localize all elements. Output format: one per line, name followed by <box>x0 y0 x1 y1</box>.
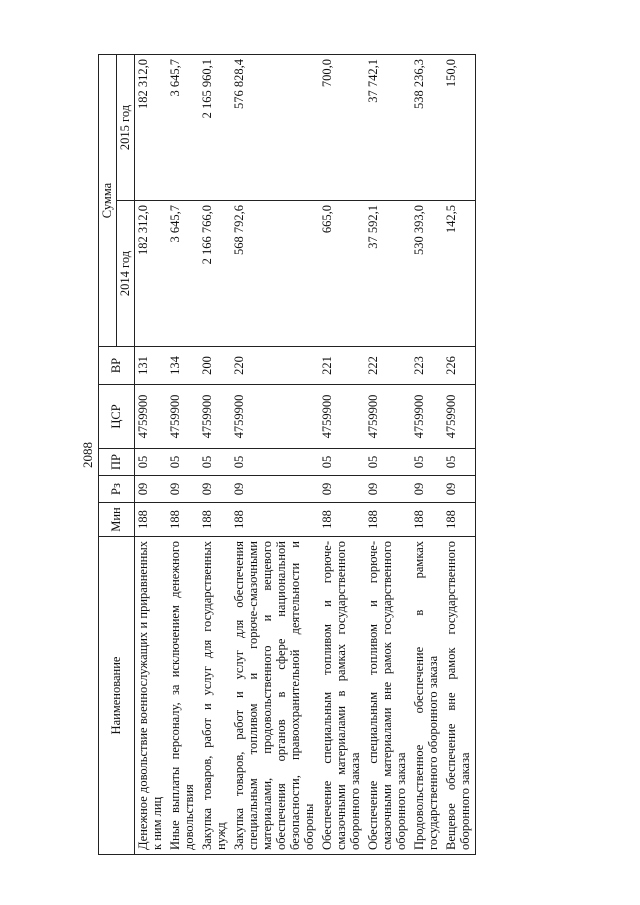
row-csr: 4759900 <box>319 385 365 449</box>
row-rz: 09 <box>199 476 231 503</box>
row-min: 188 <box>443 503 476 537</box>
row-min: 188 <box>231 503 319 537</box>
row-name: Закупка товаров, работ и услуг для обеспечения специальным топливом и горюче-смазочными материалами, продовольственного и вещевого обеспечения органов в сфере национальной безопасности, правоохранительной деятельности и обороны <box>231 537 319 855</box>
row-rz: 09 <box>319 476 365 503</box>
row-csr: 4759900 <box>135 385 168 449</box>
table-row <box>199 55 231 855</box>
row-rz: 09 <box>365 476 411 503</box>
row-csr: 4759900 <box>199 385 231 449</box>
row-vr: 222 <box>365 347 411 385</box>
row-name: Иные выплаты персоналу, за исключением денежного довольствия <box>167 537 199 855</box>
row-vr: 134 <box>167 347 199 385</box>
rotated-page <box>80 55 565 855</box>
header-vr: ВР <box>99 347 135 385</box>
row-sum-2015: 700,0 <box>319 55 365 201</box>
row-csr: 4759900 <box>231 385 319 449</box>
row-rz: 09 <box>135 476 168 503</box>
row-sum-2014: 530 393,0 <box>411 201 443 347</box>
row-min: 188 <box>199 503 231 537</box>
row-sum-2015: 182 312,0 <box>135 55 168 201</box>
header-pr: ПР <box>99 449 135 476</box>
row-pr: 05 <box>199 449 231 476</box>
row-vr: 131 <box>135 347 168 385</box>
row-sum-2014: 568 792,6 <box>231 201 319 347</box>
row-name: Обеспечение специальным топливом и горюче-смазочными материалами в рамках государственного оборонного заказа <box>319 537 365 855</box>
row-vr: 220 <box>231 347 319 385</box>
table-row <box>231 55 319 855</box>
row-rz: 09 <box>231 476 319 503</box>
budget-table <box>98 54 476 855</box>
row-sum-2014: 182 312,0 <box>135 201 168 347</box>
row-csr: 4759900 <box>411 385 443 449</box>
row-csr: 4759900 <box>167 385 199 449</box>
row-sum-2015: 538 236,3 <box>411 55 443 201</box>
row-sum-2014: 37 592,1 <box>365 201 411 347</box>
row-sum-2014: 665,0 <box>319 201 365 347</box>
row-sum-2015: 2 165 960,1 <box>199 55 231 201</box>
row-rz: 09 <box>411 476 443 503</box>
row-name: Закупка товаров, работ и услуг для государственных нужд <box>199 537 231 855</box>
table-row <box>319 55 365 855</box>
table-row <box>443 55 476 855</box>
header-rz: Рз <box>99 476 135 503</box>
row-pr: 05 <box>135 449 168 476</box>
row-vr: 226 <box>443 347 476 385</box>
row-sum-2014: 142,5 <box>443 201 476 347</box>
table-row <box>135 55 168 855</box>
row-pr: 05 <box>231 449 319 476</box>
header-sum: Сумма <box>99 55 117 347</box>
table-row <box>365 55 411 855</box>
header-row <box>99 55 117 855</box>
page-number: 2088 <box>80 442 95 468</box>
header-year-2015: 2015 год <box>117 55 135 201</box>
row-sum-2014: 2 166 766,0 <box>199 201 231 347</box>
row-min: 188 <box>365 503 411 537</box>
row-sum-2014: 3 645,7 <box>167 201 199 347</box>
row-pr: 05 <box>319 449 365 476</box>
row-vr: 221 <box>319 347 365 385</box>
row-sum-2015: 3 645,7 <box>167 55 199 201</box>
row-min: 188 <box>135 503 168 537</box>
row-pr: 05 <box>167 449 199 476</box>
row-min: 188 <box>167 503 199 537</box>
row-sum-2015: 150,0 <box>443 55 476 201</box>
row-rz: 09 <box>443 476 476 503</box>
row-rz: 09 <box>167 476 199 503</box>
row-name: Продовольственное обеспечение в рамках государственного оборонного заказа <box>411 537 443 855</box>
row-pr: 05 <box>411 449 443 476</box>
header-year-2014: 2014 год <box>117 201 135 347</box>
table-row <box>411 55 443 855</box>
header-min: Мин <box>99 503 135 537</box>
row-sum-2015: 37 742,1 <box>365 55 411 201</box>
row-vr: 223 <box>411 347 443 385</box>
row-csr: 4759900 <box>365 385 411 449</box>
row-pr: 05 <box>365 449 411 476</box>
row-sum-2015: 576 828,4 <box>231 55 319 201</box>
row-name: Обеспечение специальным топливом и горюче-смазочными материалами вне рамок государственного оборонного заказа <box>365 537 411 855</box>
row-vr: 200 <box>199 347 231 385</box>
header-name: Наименование <box>99 537 135 855</box>
row-min: 188 <box>319 503 365 537</box>
row-min: 188 <box>411 503 443 537</box>
row-pr: 05 <box>443 449 476 476</box>
row-name: Денежное довольствие военнослужащих и приравненных к ним лиц <box>135 537 168 855</box>
row-csr: 4759900 <box>443 385 476 449</box>
row-name: Вещевое обеспечение вне рамок государственного оборонного заказа <box>443 537 476 855</box>
header-csr: ЦСР <box>99 385 135 449</box>
table-row <box>167 55 199 855</box>
